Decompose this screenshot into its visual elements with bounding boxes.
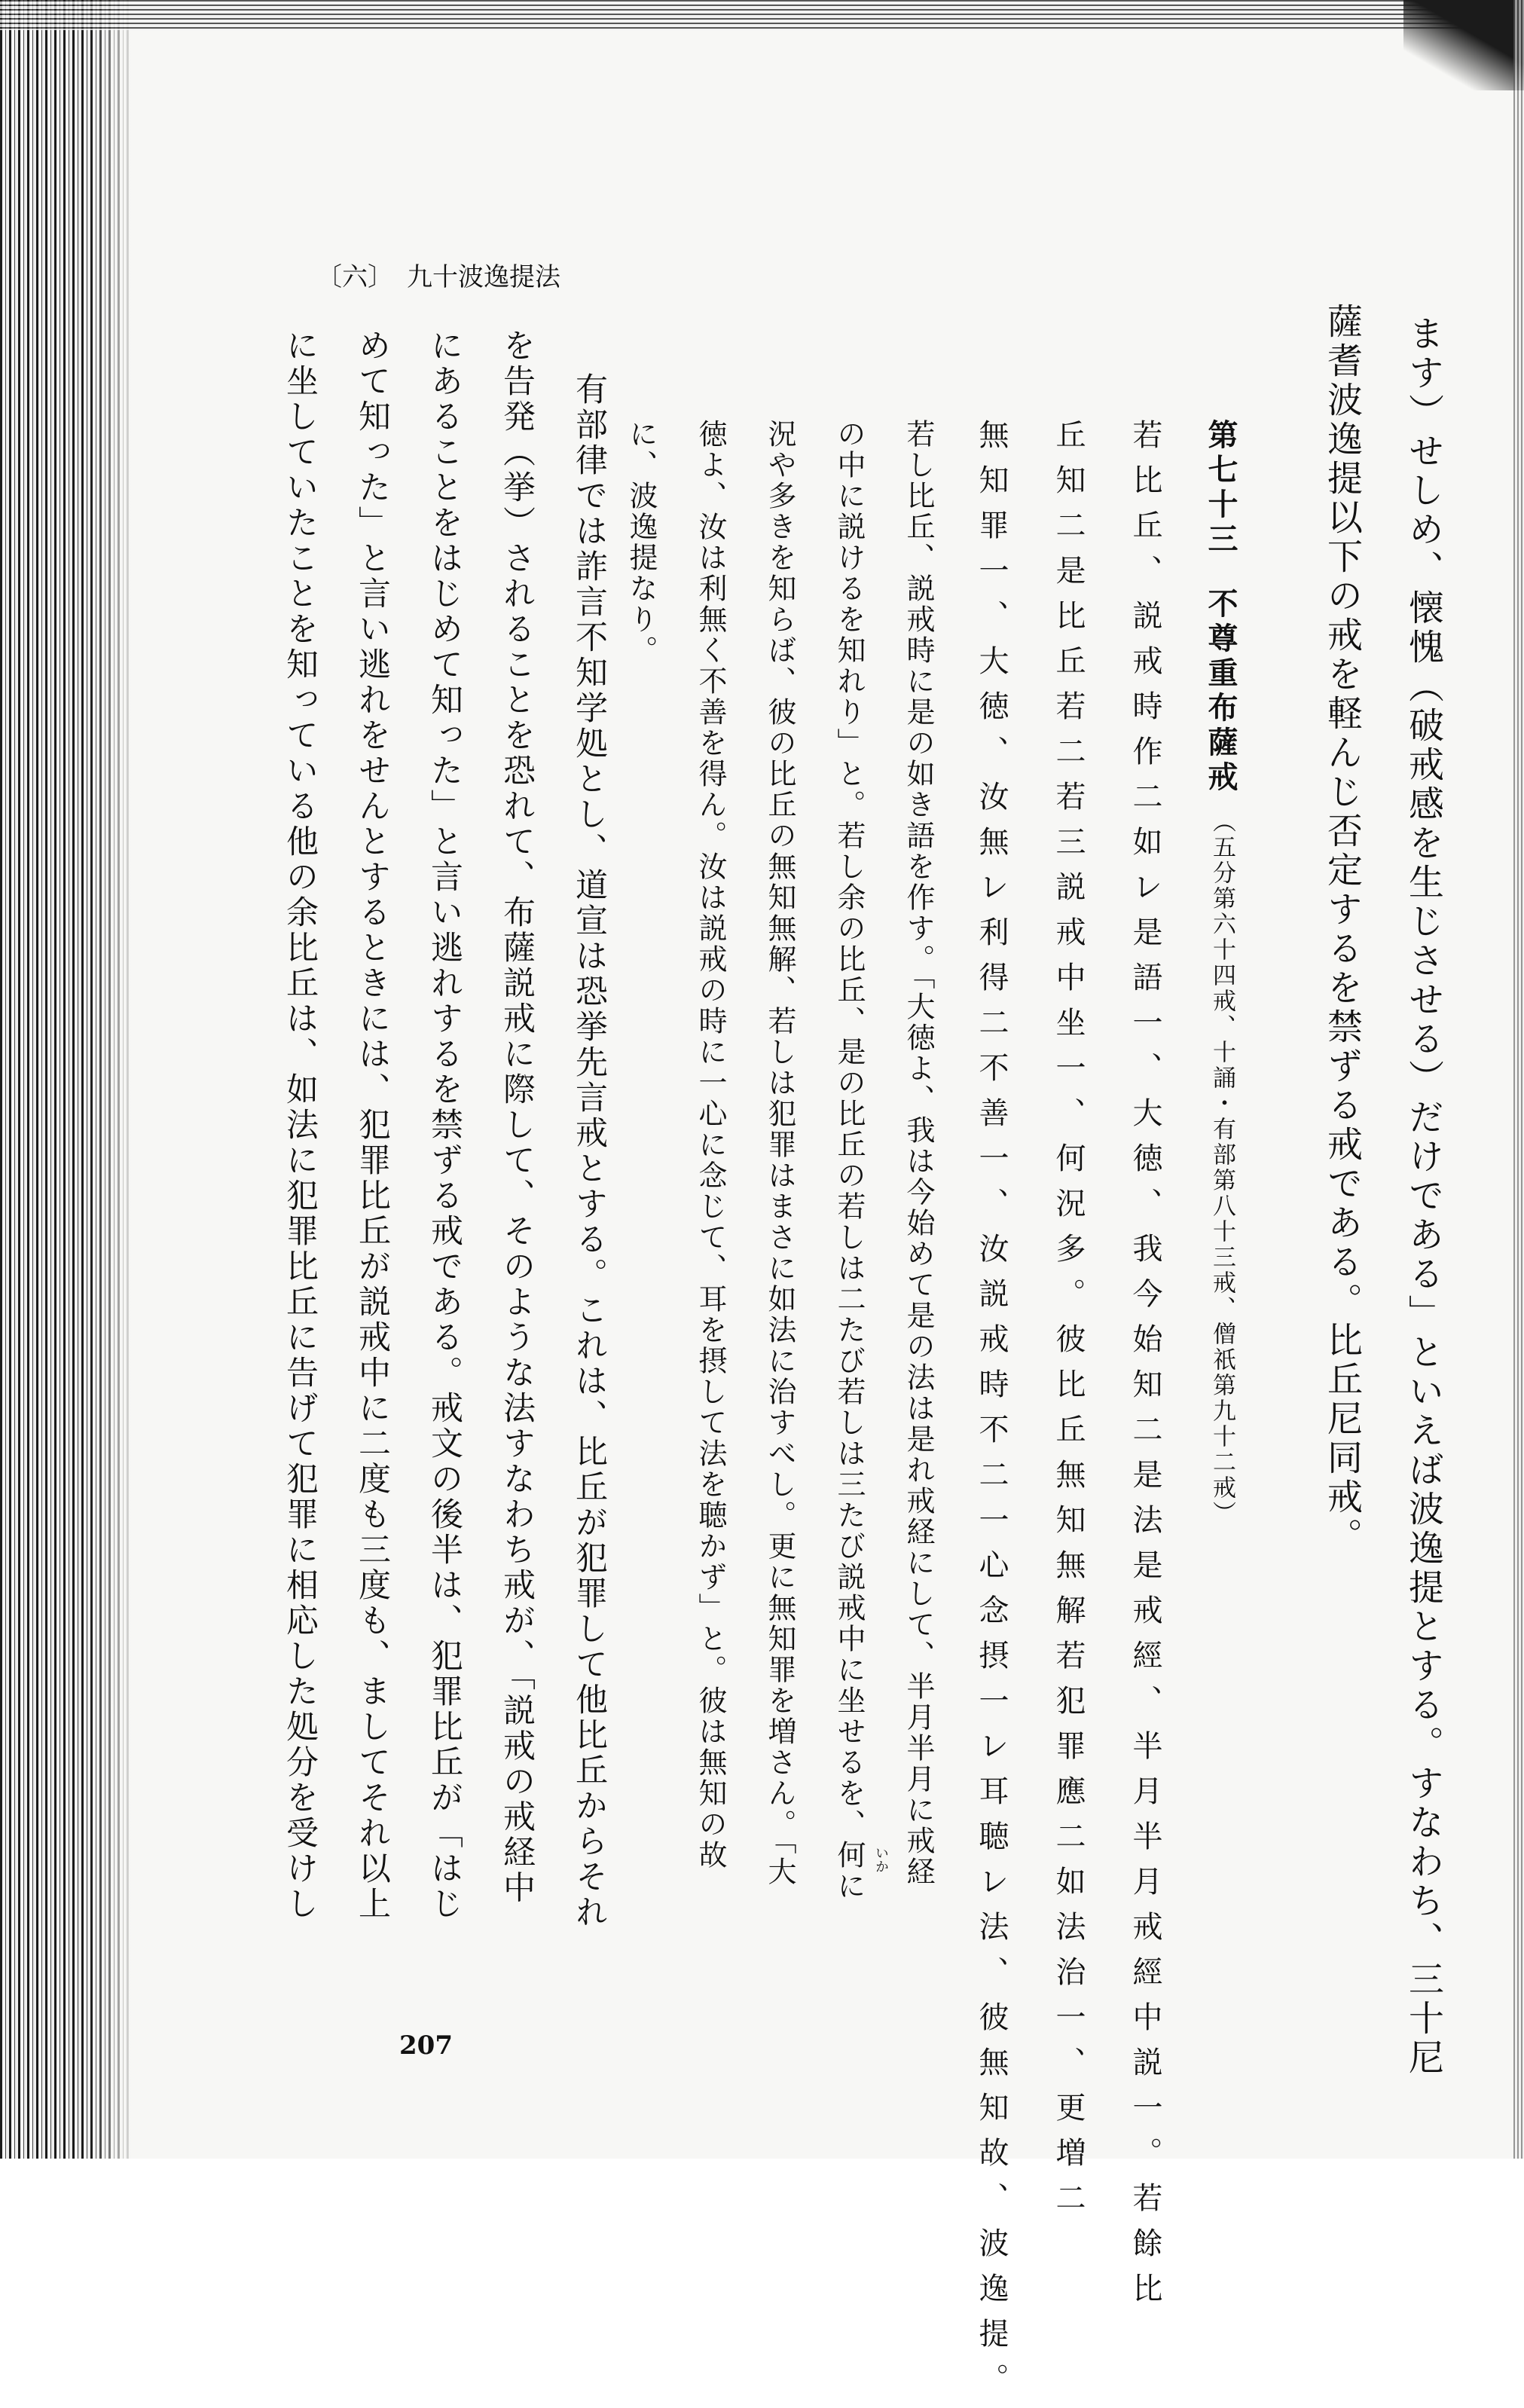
precept-line-1: 若比丘、説戒時作二如レ是語一、大徳、我今始知二是法是戒經、半月半月戒經中説一。若餘比 <box>1128 419 1162 2318</box>
running-head-title: 九十波逸提法 <box>407 262 560 292</box>
page-edges-right <box>1513 0 1524 2159</box>
body-line-5: に坐していたことを知っている他の余比丘は、如法に犯罪比丘に告げて犯罪に相応した処分を受けし <box>281 329 319 1922</box>
translation-line-4: 徳よ、汝は利無く不善を得ん。汝は説戒の時に一心に念じて、耳を摂して法を聴かず」と。彼は無知の故 <box>694 419 727 1871</box>
body-line-4: めて知った」と言い逃れをせんとするときには、犯罪比丘が説戒中に二度も三度も、ましてそれ以上 <box>353 329 391 1922</box>
heading-number: 第七十三 <box>1203 419 1238 558</box>
intro-line-1: ます）せしめ、懐愧（破戒感を生じさせる）だけである」といえば波逸提とする。すなわち、三十尼 <box>1403 315 1444 2078</box>
scan-corner-shadow <box>1403 0 1524 90</box>
translation-line-2: の中に説けるを知れり」と。若し余の比丘、是の比丘の若しは二たび若しは三たび説戒中に坐せるを、何に <box>832 419 866 1902</box>
heading-sources: （五分第六十四戒、十誦・有部第八十三戒、僧祇第九十二戒） <box>1208 809 1235 1526</box>
intro-line-2: 薩耆波逸提以下の戒を軽んじ否定するを禁ずる戒である。比丘尼同戒。 <box>1321 303 1363 1557</box>
precept-line-2: 丘知二是比丘若二若三説戒中坐一、何況多。彼比丘無知無解若犯罪應二如法治一、更増二 <box>1051 419 1086 2227</box>
translation-line-1: 若し比丘、説戒時に是の如き語を作す。「大徳よ、我は今始めて是の法は是れ戒経にして、半月半月に戒経 <box>902 419 935 1887</box>
precept-line-3: 無知罪一、大徳、汝無レ利得二不善一、汝説戒時不二一心念摂一レ耳聴レ法、彼無知故、波逸提。 <box>974 419 1009 2408</box>
body-line-3: にあることをはじめて知った」と言い逃れするを禁ずる戒である。戒文の後半は、犯罪比丘が「はじ <box>426 329 463 1922</box>
furigana-ika: いか <box>873 1846 889 1873</box>
heading-name: 不尊重布薩戒 <box>1203 588 1238 796</box>
precept-heading <box>1203 419 1238 558</box>
running-head-section: 〔六〕 <box>316 262 393 292</box>
body-line-1: 有部律では詐言不知学処とし、道宣は恐挙先言戒とする。これは、比丘が犯罪して他比丘からそれ <box>570 372 608 1930</box>
running-head <box>316 256 574 293</box>
translation-line-3: 況や多きを知らば、彼の比丘の無知無解、若しは犯罪はまさに如法に治すべし。更に無知罪を増さん。「大 <box>763 419 796 1887</box>
body-line-2: を告発（挙）されることを恐れて、布薩説戒に際して、そのような法すなわち戒が、「説戒の戒経中 <box>498 329 536 1906</box>
page-number: 207 <box>399 2031 453 2061</box>
page-edges-top <box>0 0 1524 30</box>
translation-line-5: に、波逸提なり。 <box>625 419 658 666</box>
page-gutter-shadow <box>90 0 136 2159</box>
